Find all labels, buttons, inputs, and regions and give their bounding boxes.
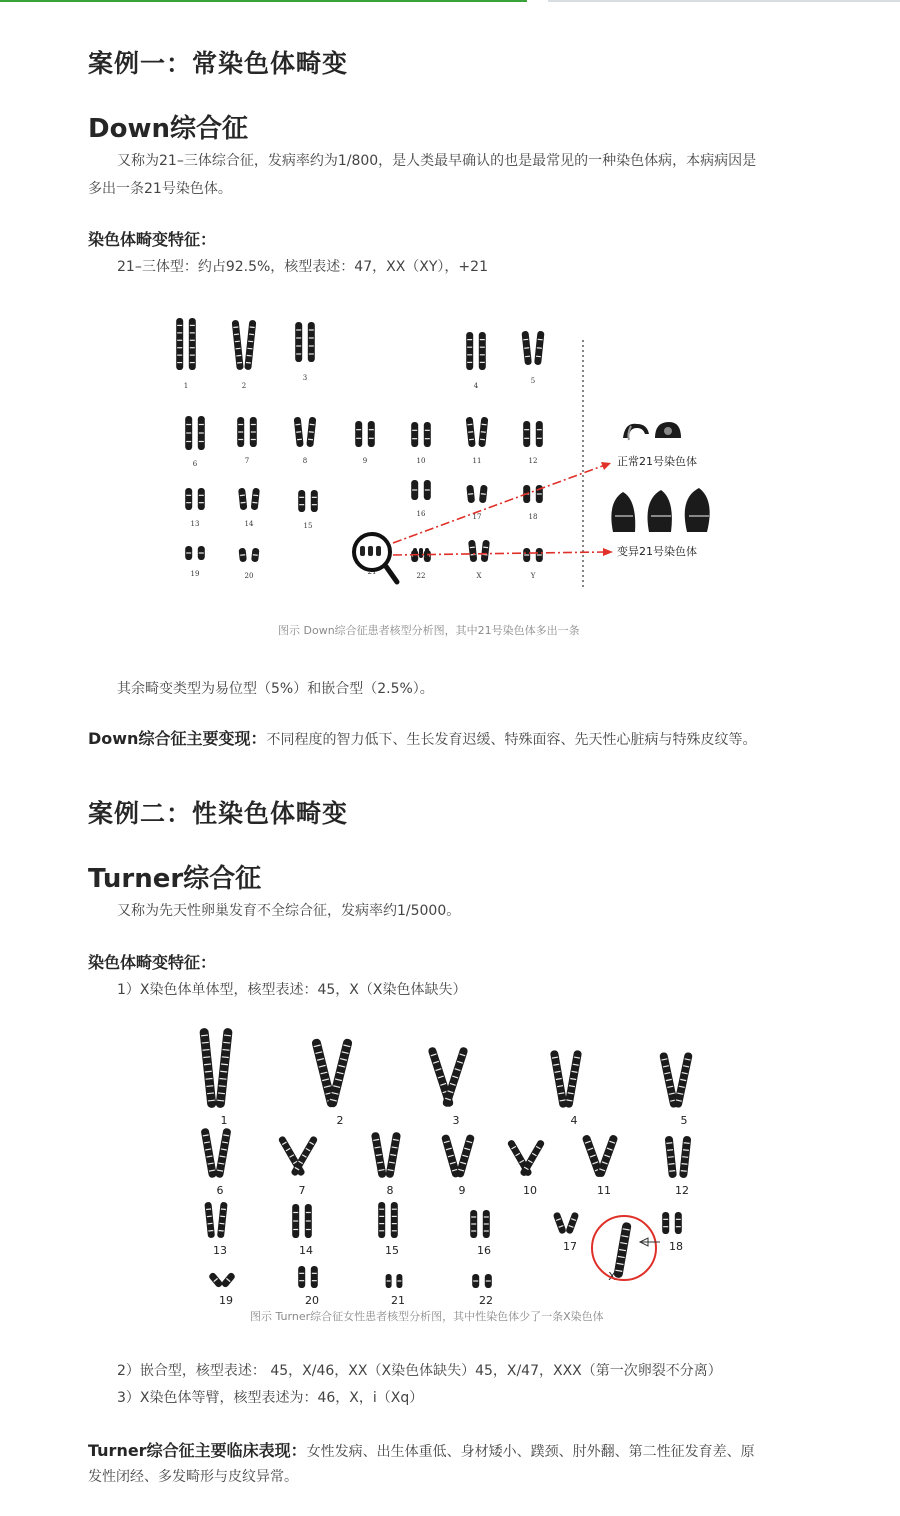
- chromosome-pair-21: [386, 1274, 403, 1288]
- karyotype-label-9: 9: [362, 457, 368, 465]
- chromosome-pair-7: [278, 1135, 319, 1177]
- karyotype-label-20: 20: [244, 572, 254, 580]
- case1-other-types: 其余畸变类型为易位型（5%）和嵌合型（2.5%）。: [117, 681, 434, 697]
- karyotype-label-1: 1: [183, 382, 189, 390]
- case2-intro: 又称为先天性卵巢发育不全综合征，发病率约1/5000。: [117, 903, 461, 919]
- variant-21-enlarged: [611, 488, 709, 532]
- chromosome-pair-2: [311, 1038, 353, 1108]
- karyotype-label-15: 15: [385, 1244, 399, 1257]
- chromosome-pair-9: [441, 1134, 475, 1179]
- chromosome-pair-8: [371, 1132, 401, 1179]
- karyotype-label-Y: Y: [530, 572, 536, 580]
- chromosome-pair-5: [659, 1052, 693, 1108]
- chromosome-pair-10: [507, 1139, 546, 1177]
- case1-intro-line1: 又称为21–三体综合征，发病率约为1/800，是人类最早确认的也是最常见的一种染色体病，本病病因是: [117, 153, 757, 169]
- karyotype-label-X: X: [608, 1270, 616, 1283]
- karyotype-label-7: 7: [244, 457, 250, 465]
- chromosome-pair-14: [292, 1204, 312, 1238]
- karyotype-label-10: 10: [416, 457, 426, 465]
- normal-21-label: 正常21号染色体: [617, 455, 697, 468]
- chromosome-pair-1: [199, 1028, 233, 1109]
- chromosome-pair-20: [238, 548, 259, 563]
- chromosome-pair-3: [295, 322, 315, 362]
- karyotype-label-22: 22: [416, 572, 426, 580]
- case1-manifest: [88, 726, 756, 749]
- karyotype-label-6: 6: [192, 460, 198, 468]
- turner-karyotype-figure: [180, 1030, 720, 1307]
- case1-manifest-title: Down综合征主要变现：: [88, 729, 267, 748]
- chromosome-pair-16: [411, 480, 431, 500]
- chromosome-pair-22: [472, 1274, 492, 1288]
- chromosome-pair-15: [298, 490, 318, 512]
- chromosome-pair-18: [662, 1212, 682, 1234]
- chromosome-pair-14: [238, 488, 260, 511]
- case1-manifest-text: 不同程度的智力低下、生长发育迟缓、特殊面容、先天性心脏病与特殊皮纹等。: [266, 732, 757, 748]
- down-karyotype-figure: [165, 300, 745, 600]
- case1-feature-title: 染色体畸变特征：: [88, 230, 217, 249]
- karyotype-label-13: 13: [213, 1244, 227, 1257]
- case2-syndrome-heading: Turner综合征: [88, 864, 262, 894]
- chromosome-pair-11: [582, 1134, 619, 1178]
- chromosome-x-single: [613, 1222, 632, 1279]
- chromosome-pair-7: [237, 417, 257, 447]
- chromosome-pair-12: [665, 1136, 692, 1179]
- x-chromosome-pointer-icon: [640, 1238, 660, 1246]
- chromosome-pair-19: [208, 1272, 236, 1289]
- chromosome-pair-6: [185, 416, 205, 450]
- karyotype-label-17: 17: [563, 1240, 577, 1253]
- karyotype-label-8: 8: [302, 457, 308, 465]
- chromosome-pair-17: [466, 485, 487, 504]
- karyotype-label-6: 6: [216, 1184, 224, 1197]
- chromosome-group-22-small: [413, 548, 429, 558]
- case2-feature-3: 3）X染色体等臂，核型表述为：46，X，i（Xq）: [117, 1390, 424, 1406]
- case2-title: 案例二：性染色体畸变: [88, 799, 349, 828]
- chromosome-pair-Y: [523, 548, 543, 562]
- karyotype-label-19: 19: [190, 570, 200, 578]
- karyotype-label-10: 10: [523, 1184, 537, 1197]
- karyotype-label-3: 3: [302, 374, 308, 382]
- karyotype-label-20: 20: [305, 1294, 319, 1307]
- karyotype-label-21: 21: [391, 1294, 405, 1307]
- karyotype-label-5: 5: [530, 377, 536, 385]
- karyotype-label-16: 16: [477, 1244, 491, 1257]
- chromosome-pair-17: [553, 1211, 580, 1234]
- case2-manifest: [88, 1438, 755, 1461]
- chromosome-pair-5: [521, 331, 544, 366]
- chromosome-pair-6: [201, 1128, 232, 1179]
- case1-feature-text: 21–三体型：约占92.5%，核型表述：47，XX（XY），+21: [117, 259, 488, 275]
- karyotype-label-2: 2: [241, 382, 247, 390]
- chromosome-pair-19: [185, 546, 205, 560]
- karyotype-label-9: 9: [458, 1184, 466, 1197]
- karyotype-label-11: 11: [597, 1184, 611, 1197]
- down-karyotype-chromosomes: [176, 318, 544, 562]
- karyotype-label-5: 5: [680, 1114, 688, 1127]
- normal-21-enlarged: [623, 422, 681, 440]
- karyotype-label-3: 3: [452, 1114, 460, 1127]
- down-figure-caption: 图示 Down综合征患者核型分析图，其中21号染色体多出一条: [278, 624, 580, 637]
- turner-figure-caption: 图示 Turner综合征女性患者核型分析图，其中性染色体少了一条X染色体: [250, 1310, 604, 1323]
- case2-manifest-line1: 女性发病、出生体重低、身材矮小、蹼颈、肘外翻、第二性征发育差、原: [306, 1444, 755, 1460]
- karyotype-label-16: 16: [416, 510, 426, 518]
- karyotype-label-18: 18: [528, 513, 538, 521]
- chromosome-pair-13: [185, 488, 205, 510]
- chromosome-pair-13: [204, 1202, 227, 1239]
- karyotype-label-4: 4: [473, 382, 479, 390]
- case2-manifest-line2: 发性闭经、多发畸形与皮纹异常。: [88, 1469, 298, 1485]
- turner-karyotype-chromosomes: [199, 1028, 693, 1289]
- chromosome-pair-1: [176, 318, 196, 370]
- karyotype-label-12: 12: [675, 1184, 689, 1197]
- top-accent-green: [0, 0, 527, 2]
- karyotype-label-11: 11: [472, 457, 482, 465]
- chromosome-pair-4: [466, 332, 486, 370]
- karyotype-label-7: 7: [298, 1184, 306, 1197]
- chromosome-pair-3: [427, 1046, 468, 1107]
- case1-syndrome-heading: Down综合征: [88, 114, 248, 144]
- top-accent-grey: [548, 0, 900, 2]
- case1-intro-line2: 多出一条21号染色体。: [88, 181, 232, 197]
- karyotype-label-1: 1: [220, 1114, 228, 1127]
- karyotype-label-17: 17: [472, 513, 482, 521]
- chromosome-pair-8: [294, 417, 317, 448]
- karyotype-label-18: 18: [669, 1240, 683, 1253]
- chromosome-pair-20: [298, 1266, 318, 1288]
- karyotype-label-8: 8: [386, 1184, 394, 1197]
- chromosome-pair-X: [468, 540, 490, 563]
- chromosome-pair-12: [523, 421, 543, 447]
- chromosome-pair-11: [466, 417, 489, 448]
- chromosome-pair-4: [550, 1050, 582, 1109]
- case2-feature-2: 2）嵌合型，核型表述： 45，X/46，XX（X染色体缺失）45，X/47，XXX（第一次卵裂不分离）: [117, 1363, 722, 1379]
- karyotype-label-14: 14: [299, 1244, 313, 1257]
- arrow-to-normal: [393, 462, 611, 543]
- karyotype-label-14: 14: [244, 520, 254, 528]
- case2-feature-1: 1）X染色体单体型，核型表述：45，X（X染色体缺失）: [117, 982, 467, 998]
- variant-21-label: 变异21号染色体: [617, 545, 697, 558]
- karyotype-label-2: 2: [336, 1114, 344, 1127]
- karyotype-label-13: 13: [190, 520, 200, 528]
- chromosome-pair-15: [378, 1202, 398, 1238]
- chromosome-pair-10: [411, 422, 431, 447]
- case1-title: 案例一：常染色体畸变: [88, 49, 349, 78]
- karyotype-label-21: 21: [367, 568, 377, 576]
- chromosome-pair-16: [470, 1210, 490, 1238]
- karyotype-label-15: 15: [303, 522, 313, 530]
- chromosome-pair-9: [355, 421, 375, 447]
- case2-feature-title: 染色体畸变特征：: [88, 953, 217, 972]
- chromosome-pair-2: [232, 320, 257, 370]
- karyotype-label-X: X: [476, 572, 482, 580]
- karyotype-label-4: 4: [570, 1114, 578, 1127]
- karyotype-label-12: 12: [528, 457, 538, 465]
- case2-manifest-title: Turner综合征主要临床表现：: [88, 1441, 307, 1460]
- karyotype-label-19: 19: [219, 1294, 233, 1307]
- top-accent-bar: [0, 0, 900, 3]
- karyotype-label-22: 22: [479, 1294, 493, 1307]
